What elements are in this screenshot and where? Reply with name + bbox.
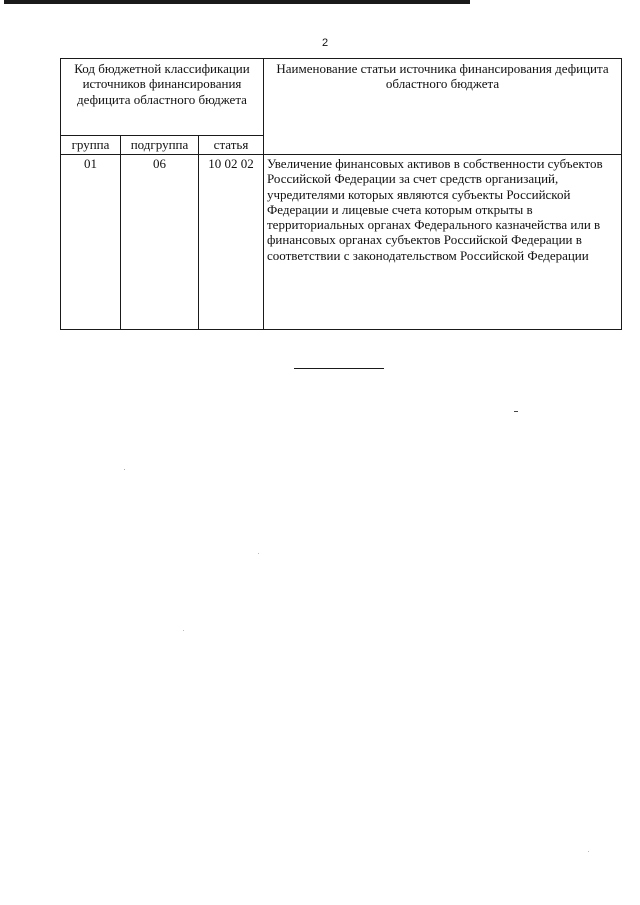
subgroup-cell: 06	[121, 155, 199, 330]
article-name-cell: Увеличение финансовых активов в собственности субъектов Российской Федерации за счет средств организаций, учредителями которых являются субъекты Российской Федерации и лицевые счета которым открыты в территориальных органах Федерального казначейства или в финансовых органах субъектов Российской Федерации в соответствии с законодательством Российской Федерации	[264, 155, 622, 330]
budget-classification-table	[60, 58, 622, 330]
scan-speck	[514, 411, 518, 412]
end-of-table-rule	[294, 368, 384, 369]
scan-speck	[183, 630, 184, 631]
header-code-label: Код бюджетной классификации источников финансирования дефицита областного бюджета	[74, 61, 250, 107]
header-name-label: Наименование статьи источника финансирования дефицита областного бюджета	[276, 61, 609, 92]
col-article-header: статья	[199, 136, 264, 155]
header-name-cell	[264, 59, 622, 155]
header-code-cell	[61, 59, 264, 136]
group-cell: 01	[61, 155, 121, 330]
table-row	[61, 155, 622, 330]
top-border-rule	[4, 0, 470, 4]
page-number: 2	[321, 37, 329, 49]
scan-speck	[588, 851, 589, 852]
article-cell: 10 02 02	[199, 155, 264, 330]
table-header-row	[61, 59, 622, 136]
col-subgroup-header: подгруппа	[121, 136, 199, 155]
scan-speck	[124, 469, 125, 470]
col-group-header: группа	[61, 136, 121, 155]
scan-speck	[258, 553, 259, 554]
